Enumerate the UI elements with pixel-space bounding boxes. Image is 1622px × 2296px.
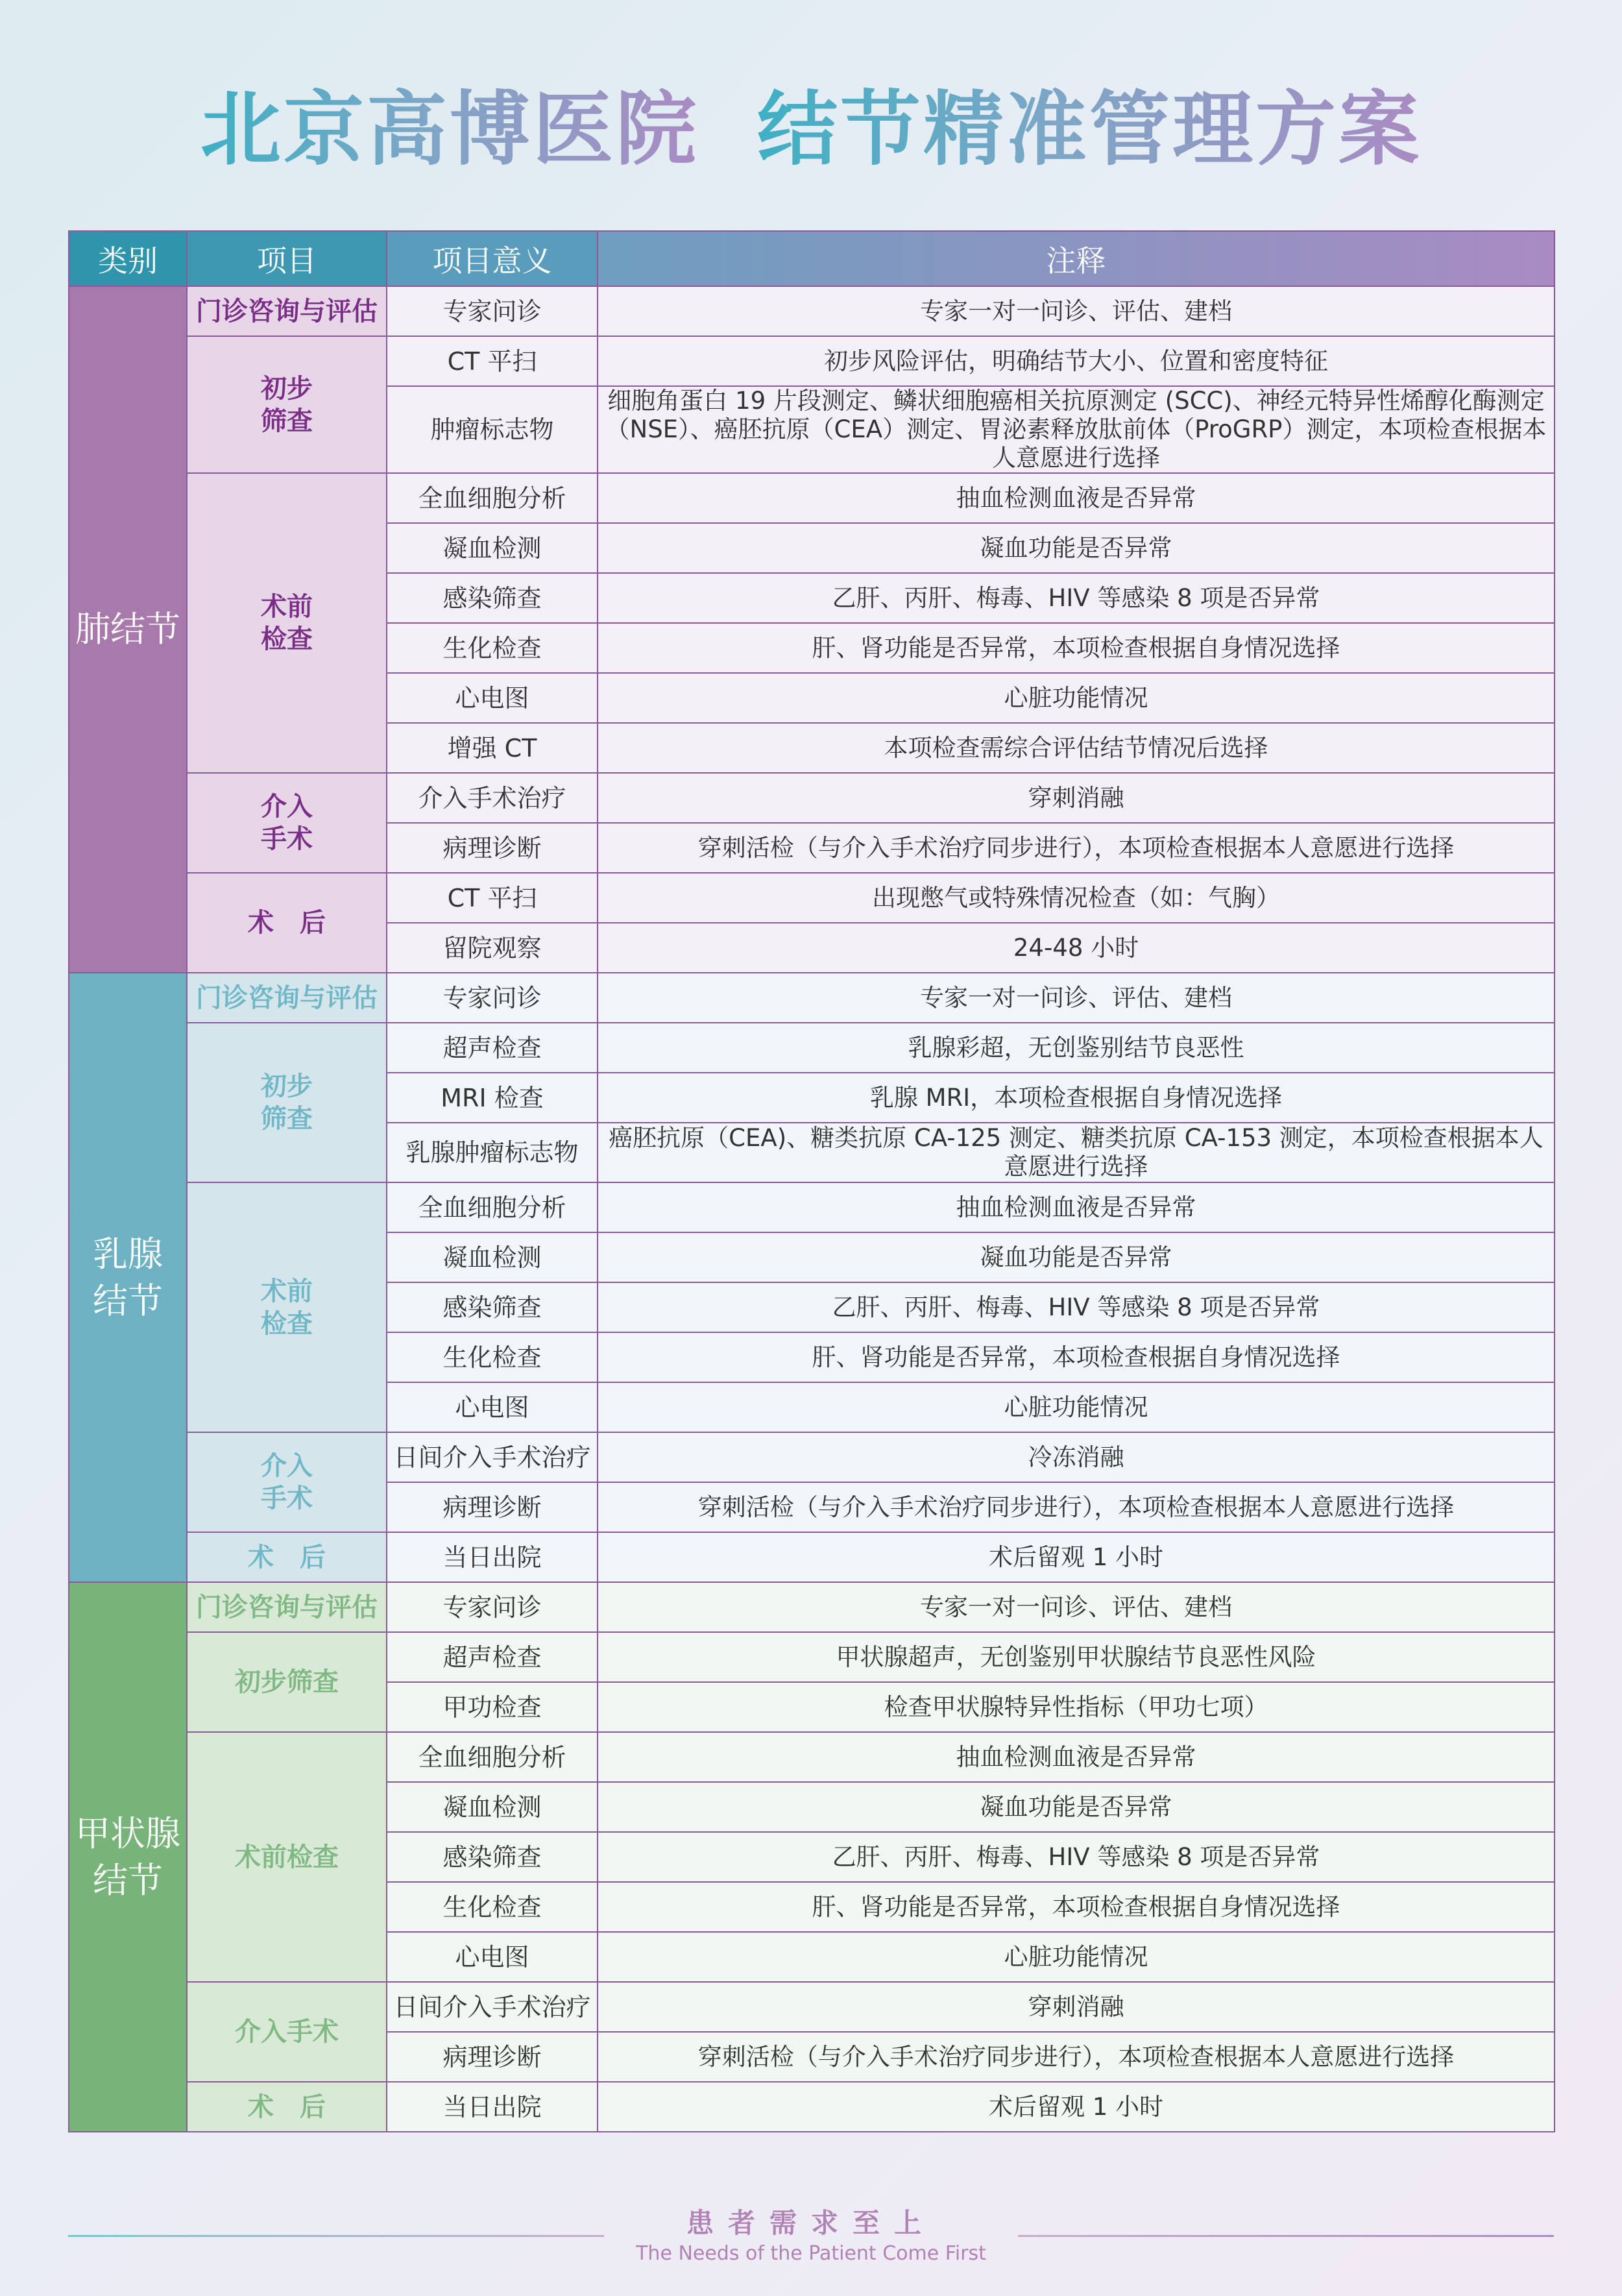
item-cell: 全血细胞分析 [387, 473, 598, 523]
note-cell: 肝、肾功能是否异常，本项检查根据自身情况选择 [598, 1882, 1555, 1932]
note-cell: 乙肝、丙肝、梅毒、HIV 等感染 8 项是否异常 [598, 1832, 1555, 1882]
note-cell: 心脏功能情况 [598, 1382, 1555, 1432]
item-cell: CT 平扫 [387, 873, 598, 923]
item-cell: 生化检查 [387, 1882, 598, 1932]
table-row [69, 973, 1555, 1023]
item-cell: 病理诊断 [387, 823, 598, 873]
section-cell: 门诊咨询与评估 [187, 973, 387, 1023]
header-note: 注释 [598, 231, 1555, 286]
note-cell: 抽血检测血液是否异常 [598, 1182, 1555, 1232]
section-cell: 门诊咨询与评估 [187, 286, 387, 336]
section-cell: 门诊咨询与评估 [187, 1582, 387, 1632]
item-cell: 专家问诊 [387, 286, 598, 336]
note-cell: 乳腺彩超，无创鉴别结节良恶性 [598, 1023, 1555, 1073]
note-cell: 抽血检测血液是否异常 [598, 1732, 1555, 1782]
page-title [0, 81, 1622, 178]
note-cell: 专家一对一问诊、评估、建档 [598, 286, 1555, 336]
item-cell: 病理诊断 [387, 1482, 598, 1532]
note-cell: 细胞角蛋白 19 片段测定、鳞状细胞癌相关抗原测定 (SCC)、神经元特异性烯醇化酶测定（NSE）、癌胚抗原（CEA）测定、胃泌素释放肽前体（ProGRP）测定，本项检查根据本人意愿进行选择 [598, 386, 1555, 473]
header-category: 类别 [69, 231, 187, 286]
table-row [69, 773, 1555, 823]
item-cell: 当日出院 [387, 1532, 598, 1582]
section-cell: 初步 筛查 [187, 336, 387, 473]
note-cell: 心脏功能情况 [598, 1932, 1555, 1982]
item-cell: CT 平扫 [387, 336, 598, 386]
note-cell: 穿刺消融 [598, 1982, 1555, 2032]
footer-slogan-en: The Needs of the Patient Come First [636, 2242, 986, 2265]
item-cell: 感染筛查 [387, 1832, 598, 1882]
section-cell: 术前检查 [187, 1732, 387, 1982]
table-row [69, 873, 1555, 923]
item-cell: 心电图 [387, 673, 598, 723]
note-cell: 乙肝、丙肝、梅毒、HIV 等感染 8 项是否异常 [598, 1282, 1555, 1332]
note-cell: 检查甲状腺特异性指标（甲功七项） [598, 1682, 1555, 1732]
program-name: 结节精准管理方案 [757, 83, 1422, 177]
item-cell: 心电图 [387, 1382, 598, 1432]
header-item: 项目 [187, 231, 387, 286]
table-row [69, 1532, 1555, 1582]
table-row [69, 1582, 1555, 1632]
section-cell: 术 后 [187, 1532, 387, 1582]
item-cell: 肿瘤标志物 [387, 386, 598, 473]
item-cell: 全血细胞分析 [387, 1732, 598, 1782]
note-cell: 肝、肾功能是否异常，本项检查根据自身情况选择 [598, 623, 1555, 673]
item-cell: 生化检查 [387, 1332, 598, 1382]
item-cell: 病理诊断 [387, 2032, 598, 2082]
table-row [69, 336, 1555, 386]
item-cell: 凝血检测 [387, 1782, 598, 1832]
item-cell: 超声检查 [387, 1023, 598, 1073]
item-cell: 介入手术治疗 [387, 773, 598, 823]
footer-slogan-cn: 患者需求至上 [686, 2207, 936, 2239]
item-cell: 专家问诊 [387, 973, 598, 1023]
note-cell: 甲状腺超声，无创鉴别甲状腺结节良恶性风险 [598, 1632, 1555, 1682]
note-cell: 心脏功能情况 [598, 673, 1555, 723]
note-cell: 冷冻消融 [598, 1432, 1555, 1482]
section-cell: 介入手术 [187, 1982, 387, 2082]
hospital-name: 北京高博医院 [200, 83, 699, 177]
section-cell: 介入 手术 [187, 1432, 387, 1532]
item-cell: 感染筛查 [387, 573, 598, 623]
category-cell: 肺结节 [69, 286, 187, 973]
note-cell: 肝、肾功能是否异常，本项检查根据自身情况选择 [598, 1332, 1555, 1382]
item-cell: 生化检查 [387, 623, 598, 673]
table-row [69, 473, 1555, 523]
category-cell: 乳腺 结节 [69, 973, 187, 1582]
item-cell: 乳腺肿瘤标志物 [387, 1123, 598, 1182]
note-cell: 穿刺活检（与介入手术治疗同步进行），本项检查根据本人意愿进行选择 [598, 823, 1555, 873]
note-cell: 乙肝、丙肝、梅毒、HIV 等感染 8 项是否异常 [598, 573, 1555, 623]
header-meaning: 项目意义 [387, 231, 598, 286]
note-cell: 穿刺消融 [598, 773, 1555, 823]
item-cell: 超声检查 [387, 1632, 598, 1682]
table-row [69, 1982, 1555, 2032]
note-cell: 穿刺活检（与介入手术治疗同步进行），本项检查根据本人意愿进行选择 [598, 1482, 1555, 1532]
section-cell: 介入 手术 [187, 773, 387, 873]
table-header-row [69, 231, 1555, 286]
section-cell: 术 后 [187, 2082, 387, 2132]
item-cell: 凝血检测 [387, 1232, 598, 1282]
table-row [69, 2082, 1555, 2132]
item-cell: 凝血检测 [387, 523, 598, 573]
item-cell: MRI 检查 [387, 1073, 598, 1123]
table-body [69, 286, 1555, 2132]
table-row [69, 1432, 1555, 1482]
item-cell: 甲功检查 [387, 1682, 598, 1732]
note-cell: 术后留观 1 小时 [598, 2082, 1555, 2132]
note-cell: 初步风险评估，明确结节大小、位置和密度特征 [598, 336, 1555, 386]
note-cell: 凝血功能是否异常 [598, 523, 1555, 573]
table-row [69, 286, 1555, 336]
nodule-management-table [68, 230, 1555, 2132]
item-cell: 留院观察 [387, 923, 598, 973]
note-cell: 专家一对一问诊、评估、建档 [598, 1582, 1555, 1632]
category-cell: 甲状腺 结节 [69, 1582, 187, 2132]
table-row [69, 1732, 1555, 1782]
section-cell: 术前 检查 [187, 1182, 387, 1432]
section-cell: 初步 筛查 [187, 1023, 387, 1182]
item-cell: 当日出院 [387, 2082, 598, 2132]
note-cell: 凝血功能是否异常 [598, 1232, 1555, 1282]
note-cell: 24-48 小时 [598, 923, 1555, 973]
item-cell: 全血细胞分析 [387, 1182, 598, 1232]
item-cell: 心电图 [387, 1932, 598, 1982]
table-row [69, 1182, 1555, 1232]
table-row [69, 1632, 1555, 1682]
note-cell: 穿刺活检（与介入手术治疗同步进行），本项检查根据本人意愿进行选择 [598, 2032, 1555, 2082]
section-cell: 术 后 [187, 873, 387, 973]
note-cell: 本项检查需综合评估结节情况后选择 [598, 723, 1555, 773]
note-cell: 乳腺 MRI，本项检查根据自身情况选择 [598, 1073, 1555, 1123]
note-cell: 抽血检测血液是否异常 [598, 473, 1555, 523]
note-cell: 出现憋气或特殊情况检查（如：气胸） [598, 873, 1555, 923]
item-cell: 专家问诊 [387, 1582, 598, 1632]
item-cell: 感染筛查 [387, 1282, 598, 1332]
note-cell: 专家一对一问诊、评估、建档 [598, 973, 1555, 1023]
item-cell: 增强 CT [387, 723, 598, 773]
section-cell: 术前 检查 [187, 473, 387, 773]
note-cell: 术后留观 1 小时 [598, 1532, 1555, 1582]
item-cell: 日间介入手术治疗 [387, 1982, 598, 2032]
table-row [69, 1023, 1555, 1073]
note-cell: 凝血功能是否异常 [598, 1782, 1555, 1832]
item-cell: 日间介入手术治疗 [387, 1432, 598, 1482]
section-cell: 初步筛查 [187, 1632, 387, 1732]
note-cell: 癌胚抗原（CEA)、糖类抗原 CA-125 测定、糖类抗原 CA-153 测定，本项检查根据本人意愿进行选择 [598, 1123, 1555, 1182]
